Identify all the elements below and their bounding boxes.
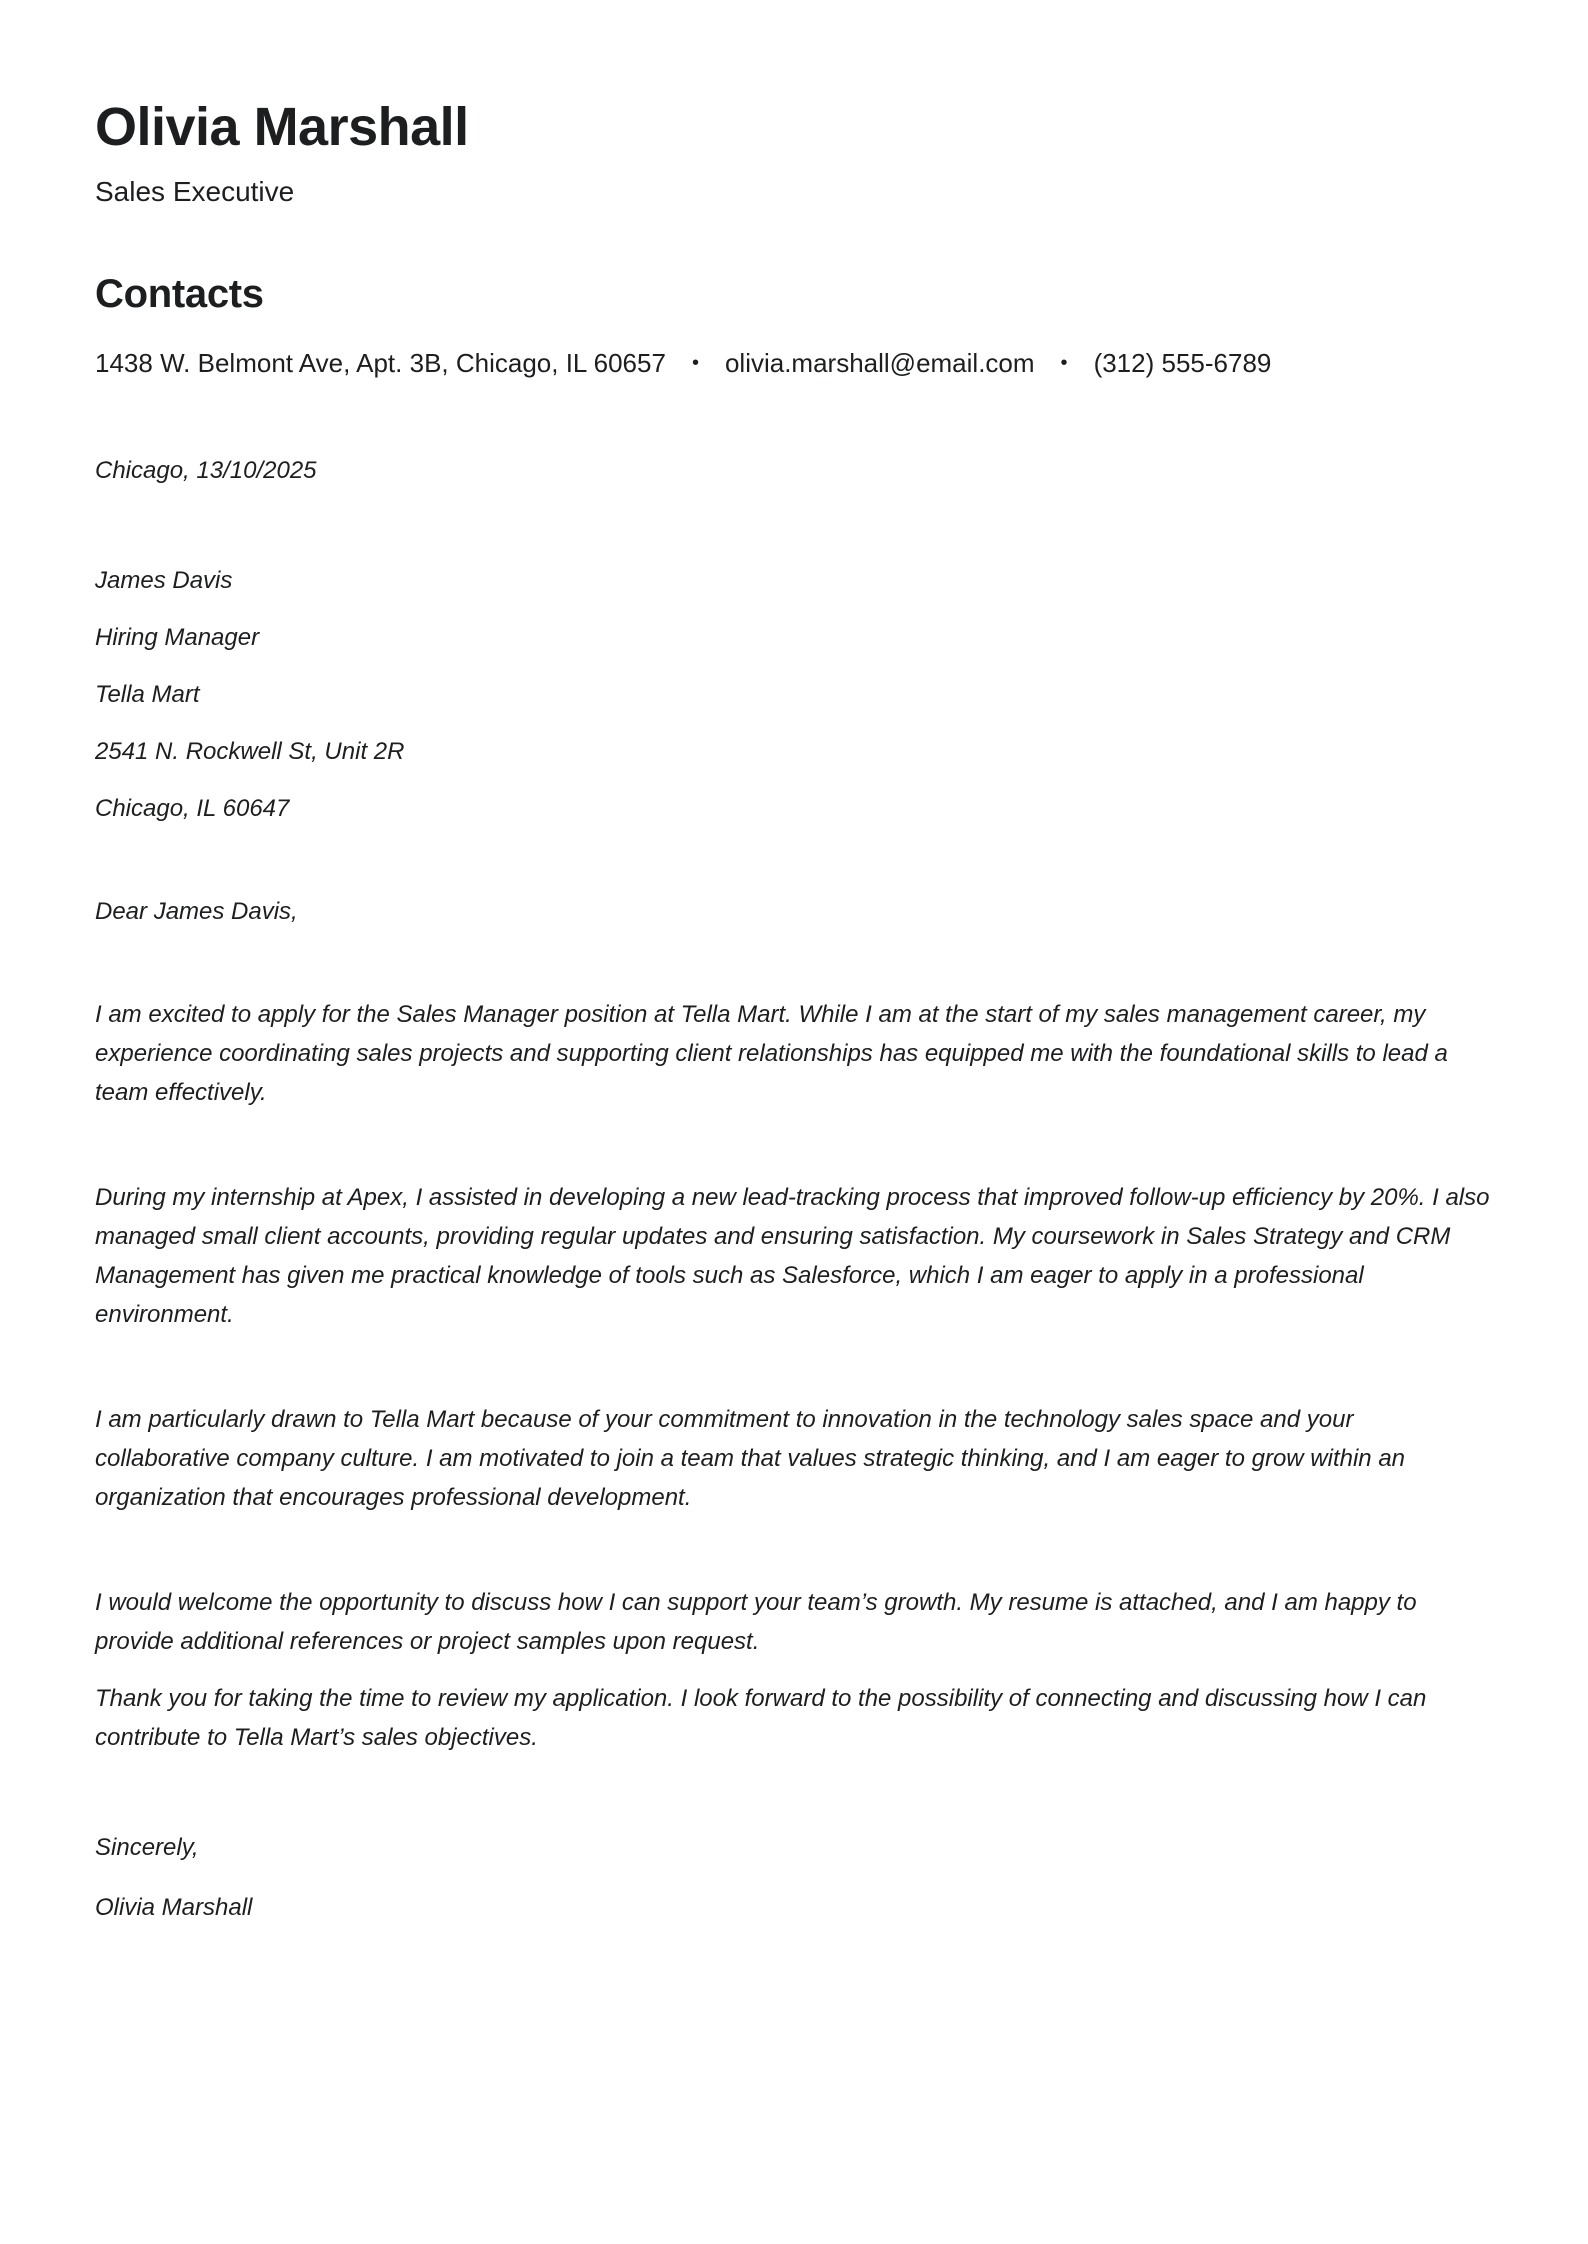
letter-paragraph: Thank you for taking the time to review my application. I look forward to the possibility of connecting and discussing how I can contribute to Tella Mart’s sales objectives. [95, 1685, 1427, 1752]
bullet-separator-icon: • [1060, 351, 1068, 374]
contact-email: olivia.marshall@email.com [724, 348, 1035, 379]
letter-greeting: Dear James Davis, [95, 898, 298, 926]
letter-paragraph: During my internship at Apex, I assisted in developing a new lead-tracking process that improved follow-up efficiency by 20%. I also managed small client accounts, providing regular updates and ensuring satisfaction. My coursework in Sales Strategy and CRM Management has given me practical knowledge of tools such as Salesforce, which I am eager to apply in a professional environment. [95, 1184, 1490, 1329]
person-name: Olivia Marshall [95, 97, 469, 157]
letter-paragraph: I am particularly drawn to Tella Mart because of your commitment to innovation in the technology sales space and your collaborative company culture. I am motivated to join a team that values strategic thinking, and I am eager to grow within an organization that encourages professional development. [95, 1406, 1406, 1512]
contacts-heading: Contacts [95, 272, 264, 317]
recipient-name: James Davis [95, 567, 233, 595]
letter-paragraph: I would welcome the opportunity to discuss how I can support your team’s growth. My resume is attached, and I am happy to provide additional references or project samples upon request. [95, 1589, 1417, 1656]
letter-closing: Sincerely, [95, 1834, 199, 1862]
recipient-city: Chicago, IL 60647 [95, 794, 290, 822]
recipient-street: 2541 N. Rockwell St, Unit 2R [95, 737, 405, 765]
letter-paragraph: I am excited to apply for the Sales Manager position at Tella Mart. While I am at the start of my sales management career, my experience coordinating sales projects and supporting client relationships has equipped me with the foundational skills to lead a team effectively. [95, 1001, 1448, 1107]
contact-line [95, 345, 1493, 381]
bullet-separator-icon: • [691, 351, 699, 374]
contact-address: 1438 W. Belmont Ave, Apt. 3B, Chicago, IL 60657 [95, 348, 666, 379]
recipient-role: Hiring Manager [95, 624, 260, 652]
recipient-company: Tella Mart [95, 681, 200, 709]
person-job-title: Sales Executive [95, 176, 295, 208]
letter-date-line: Chicago, 13/10/2025 [95, 456, 317, 484]
contact-phone: (312) 555-6789 [1093, 348, 1272, 379]
recipient-block [95, 567, 1493, 823]
letter-signature: Olivia Marshall [95, 1893, 253, 1921]
letter-body [95, 454, 1493, 1924]
